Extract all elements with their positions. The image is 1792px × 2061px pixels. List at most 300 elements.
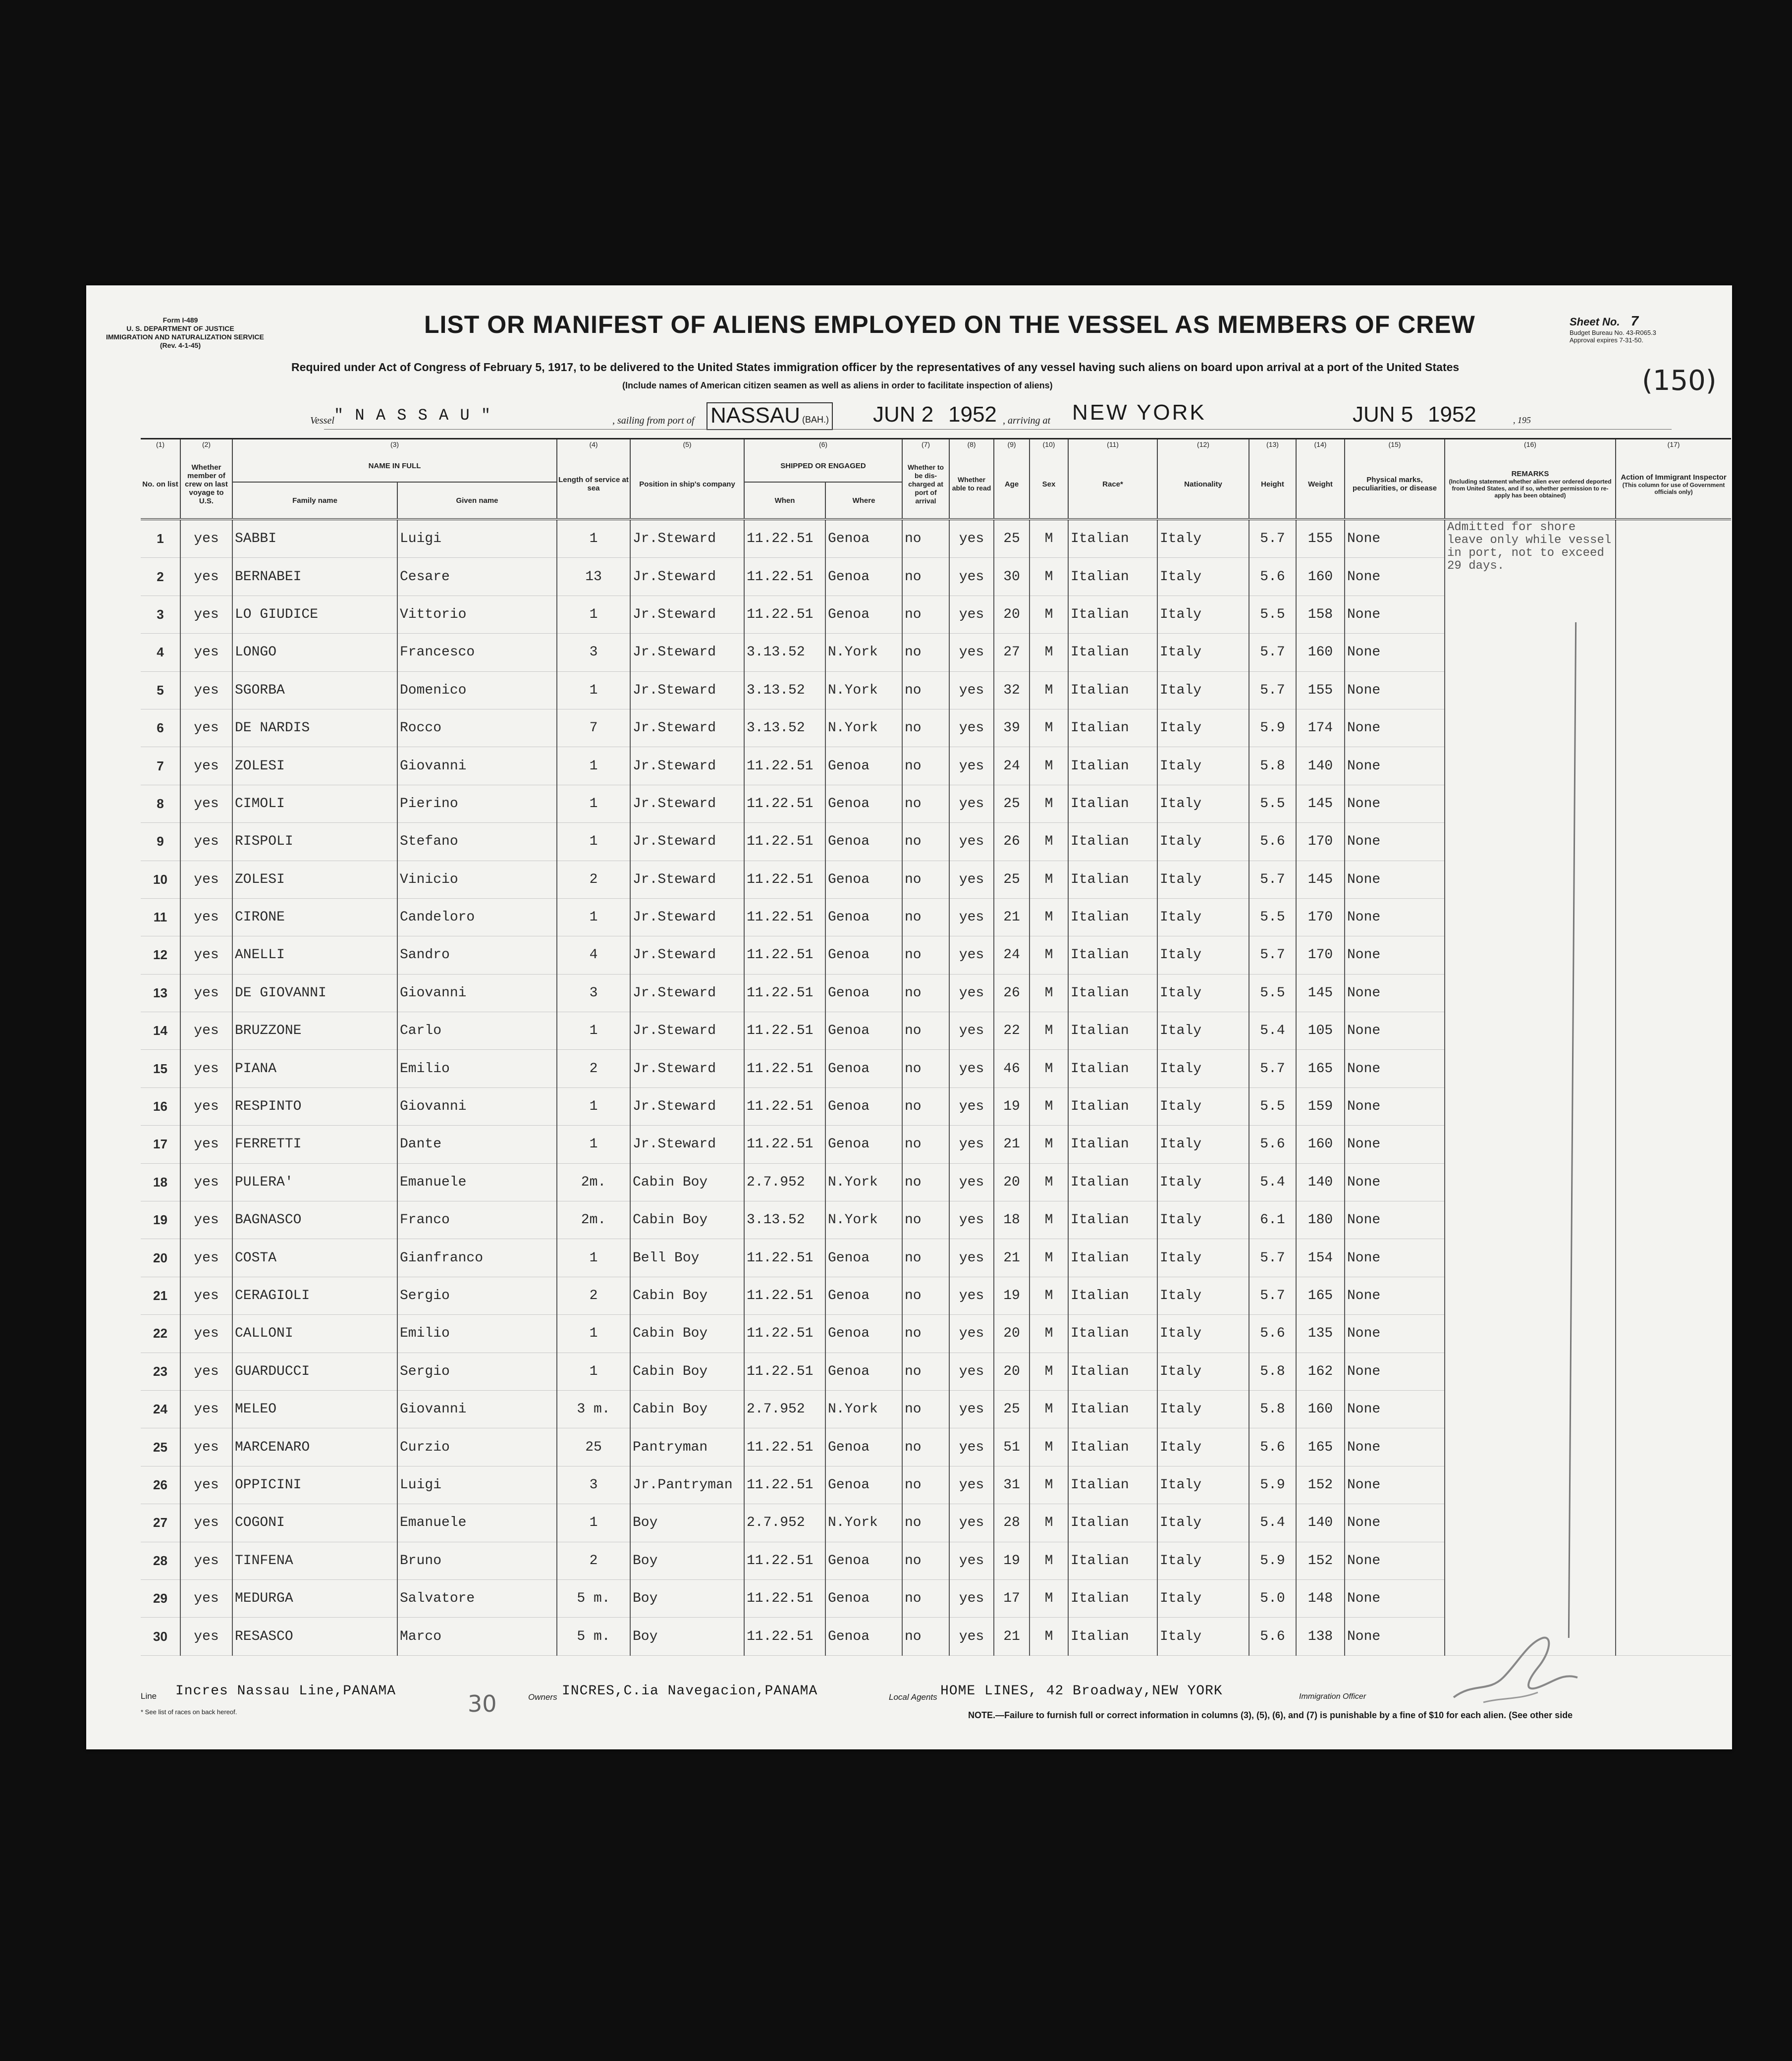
age-cell: 27 [994, 634, 1030, 671]
sex-cell: M [1030, 1353, 1068, 1390]
nationality-cell: Italy [1157, 1428, 1249, 1466]
nationality-cell: Italy [1157, 1353, 1249, 1390]
col-number-9: (9) [994, 439, 1030, 450]
to-be-discharged-cell: no [902, 1466, 949, 1504]
to-be-discharged-cell: no [902, 1542, 949, 1579]
nationality-cell: Italy [1157, 1618, 1249, 1655]
crew-last-voyage-cell: yes [180, 519, 232, 558]
crew-last-voyage-cell: yes [180, 1050, 232, 1087]
shipped-where-cell: Genoa [825, 785, 902, 822]
to-be-discharged-cell: no [902, 936, 949, 974]
shipped-where-cell: N.York [825, 1504, 902, 1542]
length-of-service-cell: 1 [557, 1315, 630, 1353]
position-cell: Boy [630, 1618, 744, 1655]
position-cell: Jr.Steward [630, 709, 744, 747]
given-name-cell: Sandro [397, 936, 557, 974]
row-number-cell: 3 [141, 596, 180, 633]
able-to-read-cell: yes [949, 1012, 994, 1050]
position-cell: Jr.Steward [630, 1126, 744, 1163]
height-cell: 5.0 [1249, 1579, 1296, 1617]
crew-last-voyage-cell: yes [180, 1428, 232, 1466]
col-number-16: (16) [1445, 439, 1616, 450]
race-cell: Italian [1068, 1466, 1157, 1504]
year-suffix: , 195 [1513, 415, 1531, 425]
able-to-read-cell: yes [949, 558, 994, 596]
shipped-where-cell: Genoa [825, 747, 902, 785]
nationality-cell: Italy [1157, 596, 1249, 633]
sailing-label: , sailing from port of [612, 415, 695, 426]
header-name-in-full: NAME IN FULL [232, 450, 557, 482]
nationality-cell: Italy [1157, 709, 1249, 747]
arrival-date: JUN 5 [1353, 402, 1413, 427]
weight-cell: 165 [1296, 1428, 1345, 1466]
form-subtitle-note: (Include names of American citizen seamen as well as aliens in order to facilitate inspection of aliens) [622, 380, 1053, 390]
nationality-cell: Italy [1157, 1277, 1249, 1314]
sex-cell: M [1030, 1390, 1068, 1428]
sex-cell: M [1030, 1618, 1068, 1655]
position-cell: Bell Boy [630, 1239, 744, 1277]
sex-cell: M [1030, 1277, 1068, 1314]
shipped-where-cell: Genoa [825, 1466, 902, 1504]
position-cell: Jr.Steward [630, 823, 744, 861]
able-to-read-cell: yes [949, 1050, 994, 1087]
crew-last-voyage-cell: yes [180, 785, 232, 822]
height-cell: 5.9 [1249, 1542, 1296, 1579]
height-cell: 5.8 [1249, 747, 1296, 785]
weight-cell: 135 [1296, 1315, 1345, 1353]
sex-cell: M [1030, 1050, 1068, 1087]
to-be-discharged-cell: no [902, 1239, 949, 1277]
row-number-cell: 29 [141, 1579, 180, 1617]
family-name-cell: CIRONE [232, 898, 397, 936]
able-to-read-cell: yes [949, 1504, 994, 1542]
age-cell: 32 [994, 671, 1030, 709]
shipped-where-cell: Genoa [825, 1579, 902, 1617]
physical-marks-cell: None [1345, 1390, 1445, 1428]
length-of-service-cell: 2 [557, 1050, 630, 1087]
sex-cell: M [1030, 785, 1068, 822]
handwritten-count: 30 [468, 1690, 497, 1717]
crew-last-voyage-cell: yes [180, 709, 232, 747]
age-cell: 25 [994, 861, 1030, 898]
length-of-service-cell: 4 [557, 936, 630, 974]
length-of-service-cell: 1 [557, 519, 630, 558]
shipped-where-cell: Genoa [825, 823, 902, 861]
nationality-cell: Italy [1157, 1087, 1249, 1125]
nationality-cell: Italy [1157, 823, 1249, 861]
weight-cell: 140 [1296, 1163, 1345, 1201]
to-be-discharged-cell: no [902, 785, 949, 822]
height-cell: 5.7 [1249, 1277, 1296, 1314]
position-cell: Boy [630, 1542, 744, 1579]
position-cell: Pantryman [630, 1428, 744, 1466]
sex-cell: M [1030, 558, 1068, 596]
family-name-cell: COGONI [232, 1504, 397, 1542]
weight-cell: 152 [1296, 1542, 1345, 1579]
header-nationality: Nationality [1157, 450, 1249, 519]
header-family-name: Family name [232, 482, 397, 519]
given-name-cell: Giovanni [397, 747, 557, 785]
age-cell: 46 [994, 1050, 1030, 1087]
col-number-2: (2) [180, 439, 232, 450]
family-name-cell: ANELLI [232, 936, 397, 974]
crew-manifest-table [141, 438, 1731, 1656]
able-to-read-cell: yes [949, 671, 994, 709]
officer-label: Immigration Officer [1299, 1692, 1366, 1701]
race-cell: Italian [1068, 1579, 1157, 1617]
race-cell: Italian [1068, 1126, 1157, 1163]
position-cell: Cabin Boy [630, 1315, 744, 1353]
age-cell: 30 [994, 558, 1030, 596]
race-cell: Italian [1068, 1542, 1157, 1579]
height-cell: 5.9 [1249, 1466, 1296, 1504]
shipped-when-cell: 11.22.51 [744, 823, 825, 861]
col-number-3: (3) [232, 439, 557, 450]
sex-cell: M [1030, 671, 1068, 709]
service-name: IMMIGRATION AND NATURALIZATION SERVICE [106, 333, 264, 341]
shipped-where-cell: N.York [825, 671, 902, 709]
to-be-discharged-cell: no [902, 1618, 949, 1655]
family-name-cell: DE NARDIS [232, 709, 397, 747]
sex-cell: M [1030, 1315, 1068, 1353]
family-name-cell: ZOLESI [232, 861, 397, 898]
nationality-cell: Italy [1157, 519, 1249, 558]
given-name-cell: Vittorio [397, 596, 557, 633]
crew-last-voyage-cell: yes [180, 1087, 232, 1125]
weight-cell: 145 [1296, 861, 1345, 898]
position-cell: Cabin Boy [630, 1277, 744, 1314]
physical-marks-cell: None [1345, 1579, 1445, 1617]
given-name-cell: Carlo [397, 1012, 557, 1050]
length-of-service-cell: 2 [557, 1277, 630, 1314]
race-cell: Italian [1068, 1087, 1157, 1125]
form-revision: (Rev. 4-1-45) [160, 341, 201, 349]
weight-cell: 165 [1296, 1277, 1345, 1314]
age-cell: 25 [994, 1390, 1030, 1428]
row-number-cell: 18 [141, 1163, 180, 1201]
shipped-when-cell: 11.22.51 [744, 1579, 825, 1617]
height-cell: 5.7 [1249, 634, 1296, 671]
length-of-service-cell: 13 [557, 558, 630, 596]
to-be-discharged-cell: no [902, 1163, 949, 1201]
sex-cell: M [1030, 1579, 1068, 1617]
length-of-service-cell: 1 [557, 596, 630, 633]
crew-last-voyage-cell: yes [180, 1201, 232, 1239]
col-number-7: (7) [902, 439, 949, 450]
given-name-cell: Giovanni [397, 1087, 557, 1125]
physical-marks-cell: None [1345, 747, 1445, 785]
col-number-11: (11) [1068, 439, 1157, 450]
inspector-signature [1444, 1623, 1592, 1715]
height-cell: 5.6 [1249, 1126, 1296, 1163]
shipped-where-cell: Genoa [825, 519, 902, 558]
shipped-when-cell: 11.22.51 [744, 936, 825, 974]
row-number-cell: 24 [141, 1390, 180, 1428]
physical-marks-cell: None [1345, 861, 1445, 898]
row-number-cell: 15 [141, 1050, 180, 1087]
col-number-12: (12) [1157, 439, 1249, 450]
shipped-where-cell: N.York [825, 1390, 902, 1428]
shipping-line: Incres Nassau Line,PANAMA [175, 1683, 396, 1699]
to-be-discharged-cell: no [902, 1050, 949, 1087]
to-be-discharged-cell: no [902, 596, 949, 633]
remarks-note: (Including statement whether alien ever ordered deported from United States, and if so, whether permission to re-apply has been obtained) [1449, 478, 1612, 499]
sheet-info [1570, 313, 1656, 344]
age-cell: 25 [994, 519, 1030, 558]
physical-marks-cell: None [1345, 671, 1445, 709]
sex-cell: M [1030, 1466, 1068, 1504]
physical-marks-cell: None [1345, 1504, 1445, 1542]
able-to-read-cell: yes [949, 634, 994, 671]
to-be-discharged-cell: no [902, 1390, 949, 1428]
position-cell: Jr.Steward [630, 747, 744, 785]
to-be-discharged-cell: no [902, 974, 949, 1012]
age-cell: 28 [994, 1504, 1030, 1542]
physical-marks-cell: None [1345, 1466, 1445, 1504]
length-of-service-cell: 7 [557, 709, 630, 747]
able-to-read-cell: yes [949, 1428, 994, 1466]
length-of-service-cell: 3 [557, 1466, 630, 1504]
sex-cell: M [1030, 861, 1068, 898]
crew-last-voyage-cell: yes [180, 596, 232, 633]
shipped-where-cell: Genoa [825, 1618, 902, 1655]
crew-last-voyage-cell: yes [180, 1466, 232, 1504]
height-cell: 6.1 [1249, 1201, 1296, 1239]
row-number-cell: 4 [141, 634, 180, 671]
action-title: Action of Immigrant Inspector [1621, 473, 1727, 482]
shipped-where-cell: Genoa [825, 1050, 902, 1087]
arrival-year: 1952 [1428, 402, 1476, 427]
shipped-when-cell: 2.7.952 [744, 1504, 825, 1542]
to-be-discharged-cell: no [902, 519, 949, 558]
remarks-title: REMARKS [1511, 469, 1549, 478]
to-be-discharged-cell: no [902, 1126, 949, 1163]
row-number-cell: 7 [141, 747, 180, 785]
height-cell: 5.8 [1249, 1390, 1296, 1428]
arriving-label: , arriving at [1003, 415, 1051, 426]
position-cell: Boy [630, 1579, 744, 1617]
family-name-cell: DE GIOVANNI [232, 974, 397, 1012]
weight-cell: 145 [1296, 974, 1345, 1012]
given-name-cell: Curzio [397, 1428, 557, 1466]
given-name-cell: Giovanni [397, 1390, 557, 1428]
crew-last-voyage-cell: yes [180, 1277, 232, 1314]
physical-marks-cell: None [1345, 709, 1445, 747]
height-cell: 5.5 [1249, 596, 1296, 633]
able-to-read-cell: yes [949, 936, 994, 974]
shipped-where-cell: Genoa [825, 1012, 902, 1050]
family-name-cell: MELEO [232, 1390, 397, 1428]
to-be-discharged-cell: no [902, 898, 949, 936]
crew-last-voyage-cell: yes [180, 898, 232, 936]
crew-last-voyage-cell: yes [180, 1163, 232, 1201]
shipped-when-cell: 11.22.51 [744, 1277, 825, 1314]
height-cell: 5.6 [1249, 1618, 1296, 1655]
able-to-read-cell: yes [949, 1087, 994, 1125]
height-cell: 5.6 [1249, 558, 1296, 596]
length-of-service-cell: 1 [557, 747, 630, 785]
age-cell: 17 [994, 1579, 1030, 1617]
physical-marks-cell: None [1345, 823, 1445, 861]
to-be-discharged-cell: no [902, 1579, 949, 1617]
position-cell: Cabin Boy [630, 1201, 744, 1239]
departure-year: 1952 [948, 402, 997, 427]
family-name-cell: RISPOLI [232, 823, 397, 861]
weight-cell: 160 [1296, 634, 1345, 671]
able-to-read-cell: yes [949, 1390, 994, 1428]
physical-marks-cell: None [1345, 1428, 1445, 1466]
vessel-label: Vessel [310, 415, 334, 426]
row-number-cell: 17 [141, 1126, 180, 1163]
header-physical-marks: Physical marks, peculiarities, or disease [1345, 450, 1445, 519]
position-cell: Jr.Steward [630, 974, 744, 1012]
length-of-service-cell: 1 [557, 823, 630, 861]
weight-cell: 155 [1296, 519, 1345, 558]
race-cell: Italian [1068, 1239, 1157, 1277]
line-label: Line [141, 1691, 157, 1701]
nationality-cell: Italy [1157, 1201, 1249, 1239]
given-name-cell: Vinicio [397, 861, 557, 898]
row-number-cell: 11 [141, 898, 180, 936]
race-cell: Italian [1068, 785, 1157, 822]
given-name-cell: Stefano [397, 823, 557, 861]
shipped-when-cell: 3.13.52 [744, 1201, 825, 1239]
physical-marks-cell: None [1345, 1315, 1445, 1353]
age-cell: 21 [994, 1126, 1030, 1163]
shipped-where-cell: Genoa [825, 1277, 902, 1314]
able-to-read-cell: yes [949, 1239, 994, 1277]
given-name-cell: Giovanni [397, 974, 557, 1012]
family-name-cell: ZOLESI [232, 747, 397, 785]
vessel-name: " N A S S A U " [334, 406, 492, 425]
height-cell: 5.7 [1249, 861, 1296, 898]
physical-marks-cell: None [1345, 974, 1445, 1012]
to-be-discharged-cell: no [902, 1428, 949, 1466]
physical-marks-cell: None [1345, 1087, 1445, 1125]
weight-cell: 159 [1296, 1087, 1345, 1125]
sex-cell: M [1030, 823, 1068, 861]
family-name-cell: SABBI [232, 519, 397, 558]
row-number-cell: 25 [141, 1428, 180, 1466]
age-cell: 22 [994, 1012, 1030, 1050]
given-name-cell: Sergio [397, 1353, 557, 1390]
sex-cell: M [1030, 1163, 1068, 1201]
position-cell: Jr.Steward [630, 1087, 744, 1125]
physical-marks-cell: None [1345, 1050, 1445, 1087]
family-name-cell: CALLONI [232, 1315, 397, 1353]
race-cell: Italian [1068, 1504, 1157, 1542]
row-number-cell: 27 [141, 1504, 180, 1542]
weight-cell: 170 [1296, 823, 1345, 861]
shipped-where-cell: Genoa [825, 974, 902, 1012]
age-cell: 20 [994, 1315, 1030, 1353]
footer-line [141, 1691, 157, 1701]
family-name-cell: BERNABEI [232, 558, 397, 596]
weight-cell: 145 [1296, 785, 1345, 822]
age-cell: 31 [994, 1466, 1030, 1504]
given-name-cell: Emanuele [397, 1163, 557, 1201]
given-name-cell: Sergio [397, 1277, 557, 1314]
able-to-read-cell: yes [949, 596, 994, 633]
weight-cell: 170 [1296, 936, 1345, 974]
nationality-cell: Italy [1157, 558, 1249, 596]
shipped-where-cell: Genoa [825, 1239, 902, 1277]
weight-cell: 154 [1296, 1239, 1345, 1277]
race-cell: Italian [1068, 596, 1157, 633]
height-cell: 5.4 [1249, 1163, 1296, 1201]
position-cell: Jr.Pantryman [630, 1466, 744, 1504]
col-number-17: (17) [1616, 439, 1731, 450]
family-name-cell: CERAGIOLI [232, 1277, 397, 1314]
length-of-service-cell: 1 [557, 671, 630, 709]
physical-marks-cell: None [1345, 519, 1445, 558]
race-cell: Italian [1068, 558, 1157, 596]
family-name-cell: PIANA [232, 1050, 397, 1087]
family-name-cell: LO GIUDICE [232, 596, 397, 633]
arrival-port: NEW YORK [1072, 400, 1206, 425]
header-action-of-inspector [1616, 450, 1731, 519]
height-cell: 5.5 [1249, 898, 1296, 936]
shipped-when-cell: 11.22.51 [744, 519, 825, 558]
departure-stamp [706, 402, 833, 430]
given-name-cell: Bruno [397, 1542, 557, 1579]
to-be-discharged-cell: no [902, 861, 949, 898]
header-no: No. on list [141, 450, 180, 519]
weight-cell: 152 [1296, 1466, 1345, 1504]
crew-last-voyage-cell: yes [180, 747, 232, 785]
weight-cell: 170 [1296, 898, 1345, 936]
nationality-cell: Italy [1157, 1542, 1249, 1579]
height-cell: 5.6 [1249, 1428, 1296, 1466]
sheet-number: 7 [1630, 313, 1639, 328]
length-of-service-cell: 1 [557, 1239, 630, 1277]
row-number-cell: 13 [141, 974, 180, 1012]
weight-cell: 138 [1296, 1618, 1345, 1655]
physical-marks-cell: None [1345, 634, 1445, 671]
age-cell: 20 [994, 1163, 1030, 1201]
weight-cell: 140 [1296, 747, 1345, 785]
family-name-cell: BRUZZONE [232, 1012, 397, 1050]
row-number-cell: 16 [141, 1087, 180, 1125]
given-name-cell: Emilio [397, 1050, 557, 1087]
height-cell: 5.7 [1249, 1239, 1296, 1277]
physical-marks-cell: None [1345, 1163, 1445, 1201]
to-be-discharged-cell: no [902, 823, 949, 861]
header-remarks [1445, 450, 1616, 519]
shipped-when-cell: 11.22.51 [744, 1618, 825, 1655]
physical-marks-cell: None [1345, 1201, 1445, 1239]
header-age: Age [994, 450, 1030, 519]
position-cell: Jr.Steward [630, 1050, 744, 1087]
given-name-cell: Cesare [397, 558, 557, 596]
race-cell: Italian [1068, 1050, 1157, 1087]
col-number-5: (5) [630, 439, 744, 450]
shipped-when-cell: 2.7.952 [744, 1390, 825, 1428]
shipped-when-cell: 11.22.51 [744, 1087, 825, 1125]
physical-marks-cell: None [1345, 1126, 1445, 1163]
weight-cell: 174 [1296, 709, 1345, 747]
nationality-cell: Italy [1157, 1504, 1249, 1542]
able-to-read-cell: yes [949, 974, 994, 1012]
row-number-cell: 2 [141, 558, 180, 596]
departure-port-note: (BAH.) [802, 415, 829, 425]
sex-cell: M [1030, 1087, 1068, 1125]
row-number-cell: 19 [141, 1201, 180, 1239]
sex-cell: M [1030, 898, 1068, 936]
col-number-10: (10) [1030, 439, 1068, 450]
races-note: * See list of races on back hereof. [141, 1708, 237, 1716]
race-cell: Italian [1068, 1390, 1157, 1428]
